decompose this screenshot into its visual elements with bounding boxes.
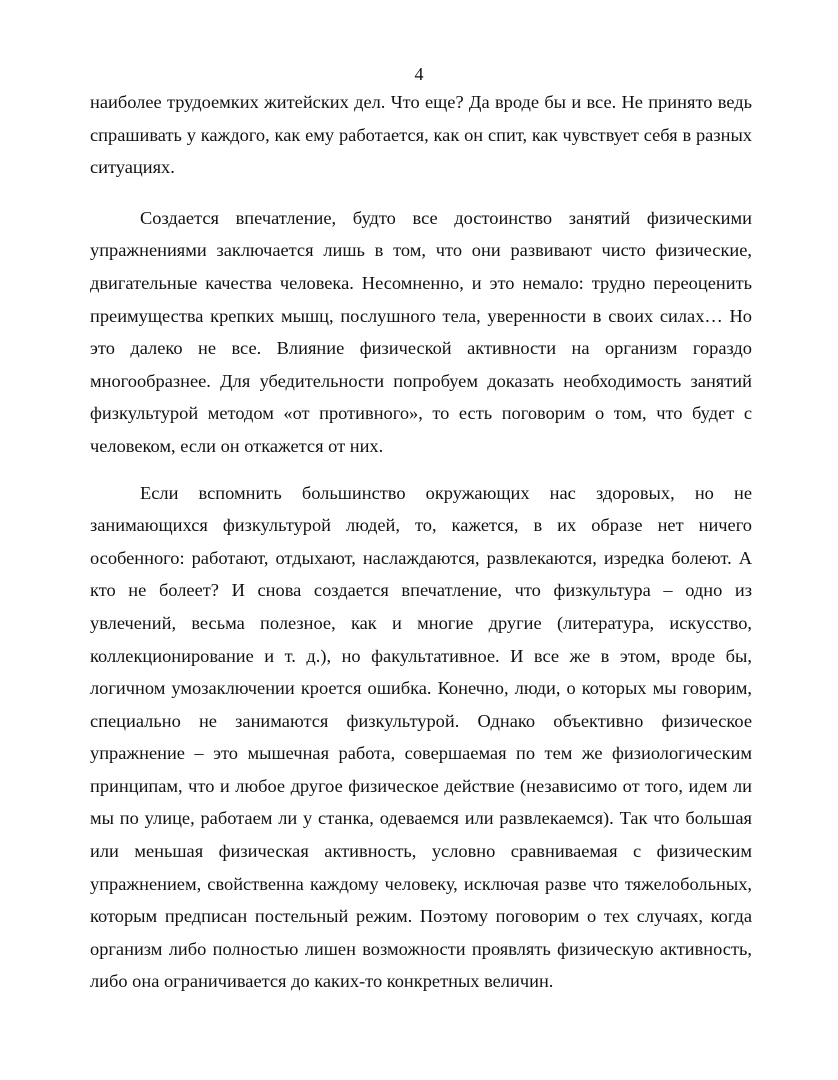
paragraph: Создается впечатление, будто все достоинство занятий физическими упражнениями заключается лишь в том, что они развивают чисто физические, двигательные качества человека. Несомненно, и это немало: трудно переоценить преимущества крепких мышц, послушного тела, уверенности в своих силах… Но это далеко не все. Влияние физической активности на организм гораздо многообразнее. Для убедительности попробуем доказать необходимость занятий физкультурой методом «от противного», то есть поговорим о том, что будет с человеком, если он откажется от них. bbox=[90, 207, 752, 456]
paragraph: Если вспомнить большинство окружающих нас здоровых, но не занимающихся физкультурой людей, то, кажется, в их образе нет ничего особенного: работают, отдыхают, наслаждаются, развлекаются, изредка болеют. А кто не болеет? И снова создается впечатление, что физкультура – одно из увлечений, весьма полезное, как и многие другие (литература, искусство, коллекционирование и т. д.), но факультативное. И все же в этом, вроде бы, логичном умозаключении кроется ошибка. Конечно, люди, о которых мы говорим, специально не занимаются физкультурой. Однако объективно физическое упражнение – это мышечная работа, совершаемая по тем же физиологическим принципам, что и любое другое физическое действие (независимо от того, идем ли мы по улице, работаем ли у станка, одеваемся или развлекаемся). Так что большая или меньшая физическая активность, условно сравниваемая с физическим упражнением, свойственна каждому человеку, исключая разве что тяжелобольных, которым предписан постельный режим. Поэтому поговорим о тех случаях, когда организм либо полностью лишен возможности проявлять физическую активность, либо она ограничивается до каких-то конкретных величин. bbox=[90, 482, 752, 992]
body-text bbox=[90, 86, 752, 998]
paragraph-continuation: наиболее трудоемких житейских дел. Что еще? Да вроде бы и все. Не принято ведь спрашивать у каждого, как ему работается, как он спит, как чувствует себя в разных ситуациях. bbox=[90, 92, 752, 178]
page-number: 4 bbox=[414, 64, 424, 84]
